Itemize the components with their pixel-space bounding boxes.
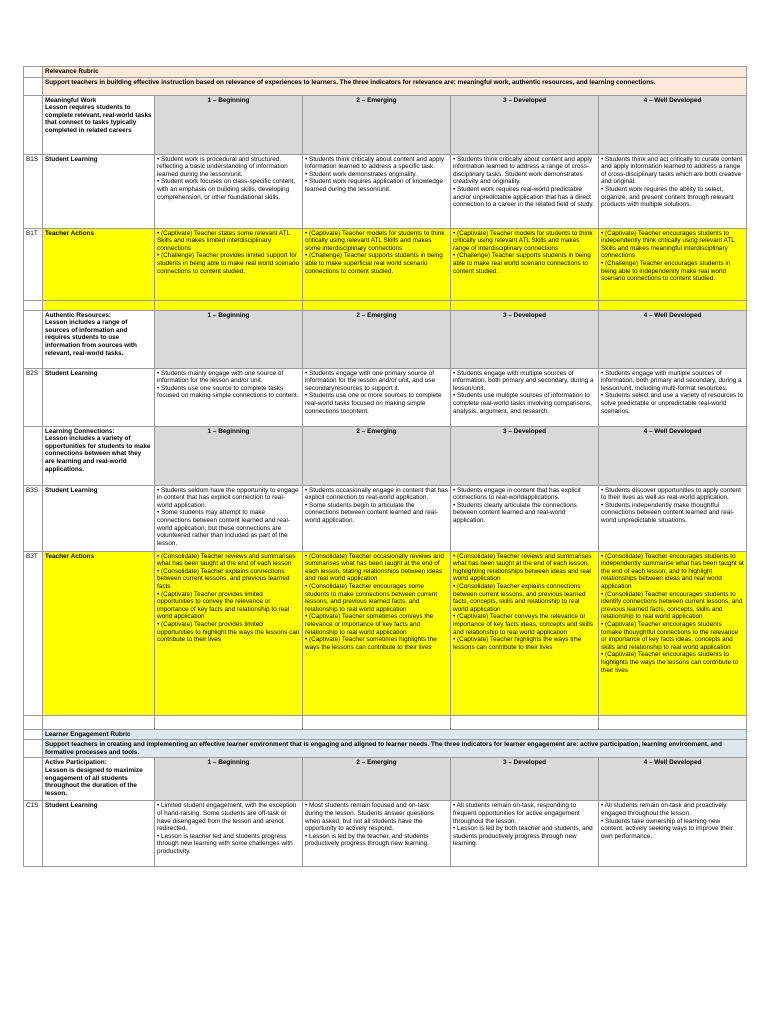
rubric-cell: • (Consolidate) Teacher occasionally reviews and summarises what has been taught at the end of each lesson, stating relationships between ideas and real world application • (Consolidate) Teacher encourages some students to make connections between current lessons, and previous learned facts, and relationship to real world application • (Captivate) Teacher sometimes conveys the relevance or importance of key facts and relationship to real world application • (Captivate) Teacher sometimes highlights the ways the lessons can contribute to their lives: [303, 551, 451, 715]
gutter-cell: [24, 310, 43, 368]
indicator-header-text: Learning Connections: Lesson includes a variety of opportunities for students to make connections between what they are learning and real-world applications.: [45, 427, 151, 473]
rubric-cell: • Students seldom have the opportunity to engage in content that has explicit connection to real-world application. • Some students may attempt to make connections between content learned and real-world application, but these connections are volunteered rather than included as part of the lesson.: [155, 485, 303, 551]
spacer-cell: [451, 300, 599, 310]
rubric-cell: • (Consolidate) Teacher encourages students to independently summarise what has been taught at the end of each lesson, and to highlight relationships between ideas and real world application • (Consolidate) Teacher encourages students to identify connections between current lessons, and previous learned facts, concepts, skills and relationship to real world application • (Captivate) Teacher encourages students tomake thouyghtful connections to the relevance or importance of key facts ideas, concepts and skills and relationship to real world application • (Captivate) Teacher encourages students to highlights the ways the lessons can contribute to their lives: [599, 551, 747, 715]
rubric-cell: • Most students remain focused and on-task during the lesson. Students answer questions when asked, but not all students have the opportunity to actively respond. • Lesson is led by the teacher, and students productively progress through new learning.: [303, 801, 451, 867]
spacer-cell: [599, 715, 747, 729]
indicator-header: [43, 758, 155, 801]
rubric-cell: • Students mainly engage with one source of information for the lesson and/or unit. • Students use one source to complete tasks focused on making simple connections to content.: [155, 368, 303, 426]
engagement-rubric-description: Support teachers in creating and implementing an effective learner environment that is engaging and aligned to learner needs. The three indicators for learner engagement are: active participation, learning environment, and formative processes and tools.: [43, 740, 747, 758]
row-label: Student Learning: [43, 368, 155, 426]
rubric-cell: • Students think critically about content and apply information learned to address a specific task. • Student work demonstrates originality. • Student work requires application of knowledge learned during the lesson/unit.: [303, 154, 451, 228]
level-header-3: 3 – Developed: [451, 310, 599, 368]
rubric-cell: • (Consolidate) Teacher reviews and summarises what has been taught at the end of each lesson • (Consolidate) Teacher explains connections between current lessons, and previous learned facts • (Captivate) Teacher provides limited opportunities to convey the relevance or importance of key facts and relationship to real world application • (Captivate) Teacher provides limited opportunities to highlight the ways the lessons can contribute to their lives: [155, 551, 303, 715]
rubric-cell: • Student work is procedural and structured, reflecting a basic understanding of information learned during the lesson/unit. • Student work focuses on class-specific content, with an emphasis on building skills, developing comprehension, or other foundational skills.: [155, 154, 303, 228]
gutter-cell: [24, 77, 43, 95]
rubric-cell: • Students discover opportunities to apply content to their lives as well as real-world application. • Students independently make thoughtful connections between content learned and real-world unpredictable situations.: [599, 485, 747, 551]
gutter-cell: [24, 67, 43, 78]
level-header-4: 4 – Well Developed: [599, 758, 747, 801]
level-header-3: 3 – Developed: [451, 758, 599, 801]
engagement-rubric-title: Learner Engagement Rubric: [43, 729, 747, 740]
spacer-cell: [155, 715, 303, 729]
rubric-sheet: [23, 66, 746, 867]
level-header-4: 4 – Well Developed: [599, 426, 747, 485]
spacer-cell: [451, 715, 599, 729]
rubric-cell: • Students occasionally engage in content that has explicit connection to real-world application. • Some students begin to articulate the connections between content learned and real-world application.: [303, 485, 451, 551]
spacer-cell: [303, 300, 451, 310]
level-header-3: 3 – Developed: [451, 426, 599, 485]
row-label: Student Learning: [43, 154, 155, 228]
rubric-cell: • Students think critically about content and apply information learned to address a range of cross-disciplinary tasks. Student work demonstrates creativity and originality. • Student work requires real-world predictable and/or unpredictable application that has a direct connection to a career in the related field of study.: [451, 154, 599, 228]
indicator-header: [43, 310, 155, 368]
row-code: B3T: [24, 551, 43, 715]
level-header-1: 1 – Beginning: [155, 426, 303, 485]
level-header-2: 2 – Emerging: [303, 758, 451, 801]
row-code: B1T: [24, 228, 43, 300]
rubric-cell: • Students engage with one primary source of information for the lesson and/or unit, and use secondaryresources to support it. • Students use one or more sources to complete real-world tasks focused on making simple connections tocontent.: [303, 368, 451, 426]
level-header-1: 1 – Beginning: [155, 758, 303, 801]
indicator-header: [43, 426, 155, 485]
gutter-cell: [24, 95, 43, 154]
rubric-cell: • Students think and act critically to curate content and apply information learned to address a range of cross-disciplinary tasks which are both creative and original. • Student work requires the ability to select, organize, and present content through relevant products with multiple solutions.: [599, 154, 747, 228]
row-label: Student Learning: [43, 801, 155, 867]
rubric-table: [23, 66, 747, 867]
level-header-4: 4 – Well Developed: [599, 95, 747, 154]
spacer-cell: [599, 300, 747, 310]
gutter-cell: [24, 729, 43, 740]
rubric-cell: • Students engage with multiple sources of information, both primary and secondary, during a lesson/unit, including multi-format resources. • Students select and use a variety of resources to solve predictable or unpredictable real-world scenarios.: [599, 368, 747, 426]
rubric-cell: • Students engage with multiple sources of information, both primary and secondary, during a lesson/unit. • Students use multiple sources of information to complete real-world tasks involving comparisons, analysis, argument, and research.: [451, 368, 599, 426]
rubric-cell: • Limited student engagement, with the exception of hand-raising. Some students are off-task or have disengaged from the lesson and arenot redirected. • Lesson is teacher led and students progress through new learning with some challenges with productivity.: [155, 801, 303, 867]
gutter-cell: [24, 300, 43, 310]
spacer-cell: [43, 715, 155, 729]
relevance-rubric-description: Support teachers in building effective instruction based on relevance of experiences to learners. The three indicators for relevance are: meaningful work, authentic resources, and learning connections.: [43, 77, 747, 95]
level-header-1: 1 – Beginning: [155, 310, 303, 368]
relevance-rubric-title: Relevance Rubric: [43, 67, 747, 78]
spacer-cell: [303, 715, 451, 729]
indicator-header: [43, 95, 155, 154]
rubric-cell: • (Consolidate) Teacher reviews and summarises what has been taught at the end of each lesson, highlighting relationships between ideas and real world application • (Consolidate) Teacher explains connections between current lessons, and previous learned facts, concepts, skills and relationship to real world application • (Captivate) Teacher conveys the relevance or importance of key facts ideas, concepts and skills and relationship to real world application • (Captivate) Teacher highlights the ways trhe lessons can contribute to their lives: [451, 551, 599, 715]
spacer-cell: [155, 300, 303, 310]
rubric-cell: • Students engage in content that has explicit connections to real-worldapplications. • Students clearly articulate the connections between content learned and real-world application.: [451, 485, 599, 551]
row-code: C1S: [24, 801, 43, 867]
indicator-header-text: Meaningful Work Lesson requires students to complete relevant, real-world tasks that connect to tasks typically completed in related careers: [45, 96, 152, 134]
rubric-cell: • All students remain on-task and proactively engaged throughout the lesson. • Students take ownership of learning new content, actively seeking ways to improve their own performance.: [599, 801, 747, 867]
level-header-1: 1 – Beginning: [155, 95, 303, 154]
gutter-cell: [24, 758, 43, 801]
level-header-2: 2 – Emerging: [303, 310, 451, 368]
row-label: Teacher Actions: [43, 551, 155, 715]
level-header-2: 2 – Emerging: [303, 426, 451, 485]
rubric-cell: • (Captivate) Teacher models for students to think critically using relevant ATL Skills and makes some interdisciplinary connections • (Challenge) Teacher supports students in being able to make superficial real world scenario connections to content studied.: [303, 228, 451, 300]
row-code: B1S: [24, 154, 43, 228]
row-label: Teacher Actions: [43, 228, 155, 300]
rubric-cell: • All students remain on-task, responding to frequent opportunities for active engagement throughout the lesson. • Lesson is led by both teacher and students, and students productively progress through new learning.: [451, 801, 599, 867]
rubric-cell: • (Captivate) Teacher models for students to think critically using relevant ATL Skills and makes range of interdisciplinary connections • (Challenge) Teacher supports students in being able to make real world scenario connections to content studied.: [451, 228, 599, 300]
indicator-header-text: Authentic Resources: Lesson includes a range of sources of information and requires students to use information from sources with relevant, real-world tasks.: [45, 311, 137, 357]
level-header-3: 3 – Developed: [451, 95, 599, 154]
indicator-header-text: Active Participation: Lesson is designed to maximize engagement of all students throughout the duration of the lesson.: [45, 759, 143, 797]
level-header-2: 2 – Emerging: [303, 95, 451, 154]
rubric-cell: • (Captivate) Teacher states some relevant ATL Skills and makes limited interdisciplinary connections • (Challenge) Teacher provides limited support for students in being able to make real world scenario connections to content studied.: [155, 228, 303, 300]
rubric-cell: • (Captivate) Teacher encourages students to independently think critically using relevant ATL Skills and makes meaningful interdisciplinary connections • (Challenge) Teacher encourages students in being able to independently make real world scenario connections to content studied.: [599, 228, 747, 300]
spacer-cell: [43, 300, 155, 310]
gutter-cell: [24, 740, 43, 758]
row-code: B2S: [24, 368, 43, 426]
row-code: B3S: [24, 485, 43, 551]
row-label: Student Learning: [43, 485, 155, 551]
level-header-4: 4 – Well Developed: [599, 310, 747, 368]
gutter-cell: [24, 426, 43, 485]
gutter-cell: [24, 715, 43, 729]
